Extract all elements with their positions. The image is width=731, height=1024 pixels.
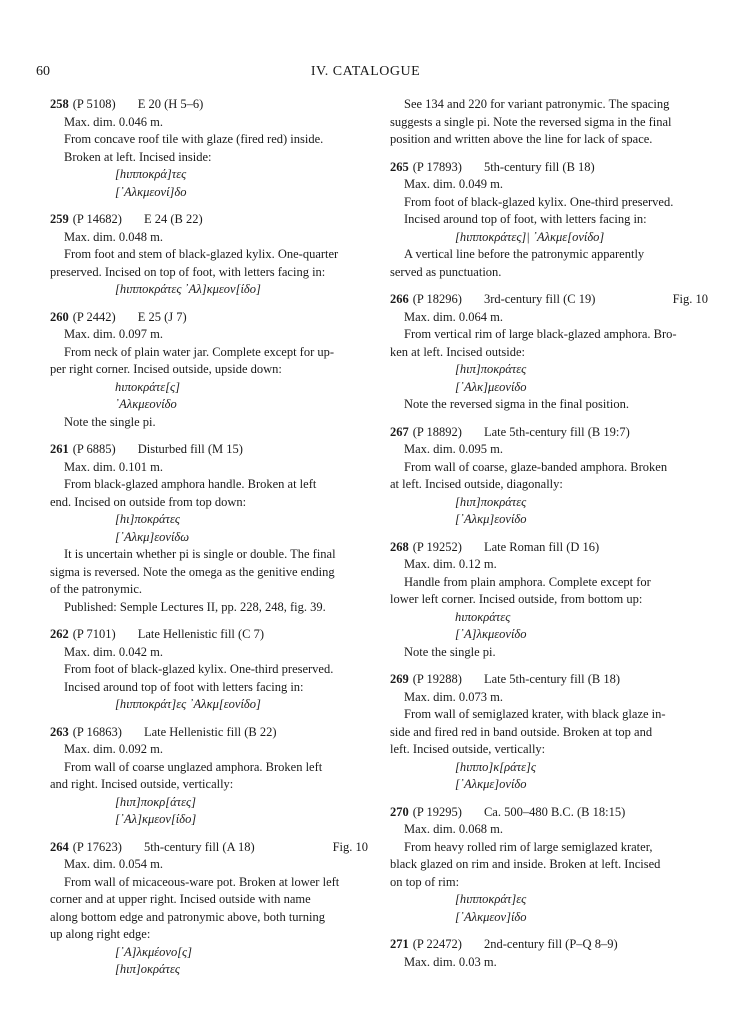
find-context: Late Roman fill (D 16)	[483, 539, 600, 554]
inscription-line: [᾿Α]λκμέονο[ς]	[115, 944, 192, 959]
text-line: See 134 and 220 for variant patronymic. The spacing	[404, 97, 670, 111]
text-line: Max. dim. 0.054 m.	[64, 857, 163, 871]
inscription-line: [hιπποκράτ]ες ᾿Αλκμ[εονίδο]	[115, 697, 261, 711]
inscription-line: [᾿Αλκμεονί]δο	[115, 184, 187, 199]
inventory-number: (P 16863)	[72, 724, 122, 739]
text-line: Max. dim. 0.073 m.	[404, 689, 503, 704]
find-context: Disturbed fill (M 15)	[137, 442, 243, 456]
text-line: Incised around top of foot, with letters facing in:	[404, 212, 647, 226]
entry-number: 260	[50, 309, 69, 324]
text-line: per right corner. Incised outside, upside down:	[50, 362, 282, 376]
text-line: From wall of coarse, glaze-banded amphora. Broken	[404, 459, 668, 474]
entry-number: 263	[50, 724, 69, 739]
text-line: left. Incised outside, vertically:	[390, 742, 546, 756]
text-line: up along right edge:	[50, 927, 151, 941]
inventory-number: (P 2442)	[72, 309, 116, 324]
text-line: at left. Incised outside, diagonally:	[390, 477, 563, 491]
find-context: 3rd-century fill (C 19)	[483, 292, 596, 306]
catalogue-entry	[390, 804, 708, 927]
entry-heading	[390, 671, 708, 689]
entry-heading	[390, 936, 708, 954]
entry-number: 259	[50, 212, 69, 226]
text-line: From foot of black-glazed kylix. One-third preserved.	[64, 662, 334, 676]
entry-number: 268	[390, 539, 409, 554]
text-line: Incised around top of foot with letters facing in:	[64, 679, 304, 694]
find-context: E 20 (H 5–6)	[137, 97, 204, 111]
entry-number: 267	[390, 424, 409, 439]
text-line: Max. dim. 0.101 m.	[64, 459, 163, 474]
inventory-number: (P 17623)	[72, 839, 122, 854]
inventory-number: (P 14682)	[72, 212, 122, 226]
inventory-number: (P 18296)	[412, 292, 462, 306]
entry-heading	[50, 441, 368, 459]
inventory-number: (P 7101)	[72, 627, 116, 641]
inscription-line: [᾿Αλκ]μεονίδο	[455, 379, 527, 394]
text-line: sigma is reversed. Note the omega as the genitive ending	[50, 564, 335, 579]
text-line: From foot of black-glazed kylix. One-third preserved.	[404, 194, 674, 209]
entry-number: 271	[390, 937, 409, 951]
text-line: Broken at left. Incised inside:	[64, 149, 212, 164]
inscription-line: [hιπποκράτες]| ᾿Αλκμε[ονίδο]	[455, 229, 605, 244]
catalogue-entry	[390, 671, 708, 794]
entry-number: 261	[50, 442, 69, 456]
text-line: served as punctuation.	[390, 264, 502, 279]
catalogue-entry	[50, 441, 368, 616]
inscription-line: [᾿Αλ]κμεον[ίδο]	[115, 812, 197, 826]
text-line: Max. dim. 0.092 m.	[64, 742, 163, 756]
text-line: ken at left. Incised outside:	[390, 344, 526, 359]
text-line: suggests a single pi. Note the reversed sigma in the final	[390, 114, 672, 129]
inscription-line: [᾿Αλκμ]εονίδω	[115, 529, 190, 544]
catalogue-entry	[390, 424, 708, 529]
text-line: Max. dim. 0.095 m.	[404, 442, 503, 456]
text-line: From wall of semiglazed krater, with black glaze in-	[404, 707, 666, 721]
entry-heading	[50, 839, 368, 857]
text-line: black glazed on rim and inside. Broken at left. Incised	[390, 857, 661, 871]
catalogue-entry	[50, 211, 368, 299]
text-line: Note the single pi.	[404, 644, 496, 659]
inscription-line: [hιπ]ποκράτες	[455, 362, 527, 376]
catalogue-entry	[50, 626, 368, 714]
left-column	[50, 96, 368, 989]
entry-heading	[50, 309, 368, 327]
inventory-number: (P 22472)	[412, 937, 462, 951]
inventory-number: (P 19295)	[412, 804, 462, 819]
inventory-number: (P 5108)	[72, 97, 116, 111]
entry-heading	[390, 424, 708, 442]
inscription-line: [hιπποκρά]τες	[115, 167, 187, 181]
text-line: A vertical line before the patronymic apparently	[404, 247, 645, 261]
inscription-line: [hιπ]οκράτες	[115, 962, 180, 976]
text-line: Max. dim. 0.042 m.	[64, 644, 163, 659]
text-line: corner and at upper right. Incised outside with name	[50, 892, 311, 906]
catalogue-entry	[50, 96, 368, 201]
entry-number: 262	[50, 627, 69, 641]
entry-heading	[50, 96, 368, 114]
catalogue-entry	[390, 291, 708, 414]
text-line: From neck of plain water jar. Complete except for up-	[64, 344, 335, 359]
text-line: Max. dim. 0.068 m.	[404, 822, 503, 836]
right-column	[390, 96, 708, 981]
inscription-line: [᾿Α]λκμεονίδο	[455, 627, 527, 641]
find-context: 5th-century fill (B 18)	[483, 159, 595, 174]
text-line: of the patronymic.	[50, 582, 142, 596]
catalogue-entry	[50, 309, 368, 432]
text-line: and right. Incised outside, vertically:	[50, 777, 234, 791]
inventory-number: (P 19252)	[412, 539, 462, 554]
inscription-line: hιποκράτε[ς]	[115, 379, 180, 394]
entry-heading	[390, 159, 708, 177]
text-line: From vertical rim of large black-glazed amphora. Bro-	[404, 327, 677, 341]
text-line: side and fired red in band outside. Broken at top and	[390, 724, 653, 739]
entry-number: 258	[50, 97, 69, 111]
inscription-line: [᾿Αλκμεον]ίδο	[455, 909, 527, 924]
find-context: Late Hellenistic fill (B 22)	[143, 724, 277, 739]
inventory-number: (P 17893)	[412, 159, 462, 174]
inventory-number: (P 6885)	[72, 442, 116, 456]
text-line: From foot and stem of black-glazed kylix. One-quarter	[64, 247, 339, 261]
entry-heading	[390, 804, 708, 822]
text-line: From wall of coarse unglazed amphora. Broken left	[64, 759, 323, 774]
catalogue-entry	[50, 724, 368, 829]
text-line: preserved. Incised on top of foot, with letters facing in:	[50, 264, 326, 279]
entry-heading	[50, 724, 368, 742]
text-line: Max. dim. 0.064 m.	[404, 309, 503, 324]
inscription-line: [᾿Αλκμε]ονίδο	[455, 777, 527, 791]
continued-note	[390, 96, 708, 149]
inscription-line: [hιπ]ποκρ[άτες]	[115, 794, 196, 809]
entry-number: 266	[390, 292, 409, 306]
page-number: 60	[36, 64, 50, 79]
text-line: Max. dim. 0.12 m.	[404, 557, 497, 571]
text-line: along bottom edge and patronymic above, both turning	[50, 909, 325, 924]
catalogue-entry	[390, 539, 708, 662]
text-line: It is uncertain whether pi is single or double. The final	[64, 547, 336, 561]
catalogue-entry	[50, 839, 368, 979]
inscription-line: [hιπποκράτες ᾿Αλ]κμεον[ίδο]	[115, 282, 261, 296]
find-context: 5th-century fill (A 18)	[143, 839, 255, 854]
text-line: Published: Semple Lectures II, pp. 228, 248, fig. 39.	[64, 599, 326, 614]
inscription-line: [hιππο]κ[ράτε]ς	[455, 759, 536, 774]
inventory-number: (P 19288)	[412, 672, 462, 686]
find-context: Ca. 500–480 B.C. (B 18:15)	[483, 804, 626, 819]
inscription-line: hιποκράτες	[455, 609, 511, 624]
find-context: E 25 (J 7)	[137, 309, 187, 324]
running-title: IV. CATALOGUE	[310, 64, 421, 79]
text-line: Note the reversed sigma in the final position.	[404, 397, 629, 411]
running-header	[0, 64, 731, 84]
text-line: From heavy rolled rim of large semiglazed krater,	[404, 839, 653, 854]
text-line: end. Incised on outside from top down:	[50, 494, 247, 509]
find-context: E 24 (B 22)	[143, 212, 203, 226]
catalogue-entry	[390, 159, 708, 282]
text-line: Max. dim. 0.097 m.	[64, 327, 163, 341]
text-line: Max. dim. 0.048 m.	[64, 229, 163, 244]
text-line: position and written above the line for lack of space.	[390, 132, 653, 146]
text-line: on top of rim:	[390, 874, 460, 889]
entry-number: 264	[50, 839, 69, 854]
inscription-line: [hι]ποκράτες	[115, 512, 180, 526]
entry-number: 269	[390, 672, 409, 686]
text-line: Handle from plain amphora. Complete except for	[404, 574, 651, 589]
figure-reference: Fig. 10	[332, 839, 368, 854]
catalogue-entry	[390, 936, 708, 971]
entry-number: 270	[390, 804, 409, 819]
inventory-number: (P 18892)	[412, 424, 462, 439]
text-line: Max. dim. 0.046 m.	[64, 114, 163, 129]
inscription-line: ᾿Αλκμεονίδο	[115, 397, 177, 411]
text-line: Note the single pi.	[64, 414, 156, 429]
text-line: lower left corner. Incised outside, from bottom up:	[390, 592, 643, 606]
entry-heading	[390, 291, 708, 309]
text-line: From black-glazed amphora handle. Broken at left	[64, 477, 317, 491]
entry-heading	[50, 626, 368, 644]
find-context: Late Hellenistic fill (C 7)	[137, 627, 265, 641]
entry-number: 265	[390, 159, 409, 174]
text-line: From wall of micaceous-ware pot. Broken at lower left	[64, 874, 340, 889]
entry-heading	[50, 211, 368, 229]
find-context: Late 5th-century fill (B 19:7)	[483, 424, 630, 439]
find-context: 2nd-century fill (P–Q 8–9)	[483, 937, 618, 951]
text-line: From concave roof tile with glaze (fired red) inside.	[64, 132, 324, 146]
find-context: Late 5th-century fill (B 18)	[483, 672, 621, 686]
figure-reference: Fig. 10	[672, 292, 708, 306]
text-line: Max. dim. 0.049 m.	[404, 177, 503, 191]
inscription-line: [hιπ]ποκράτες	[455, 494, 527, 509]
text-line: Max. dim. 0.03 m.	[404, 954, 497, 969]
inscription-line: [᾿Αλκμ]εονίδο	[455, 512, 527, 526]
inscription-line: [hιπποκράτ]ες	[455, 892, 527, 906]
entry-heading	[390, 539, 708, 557]
